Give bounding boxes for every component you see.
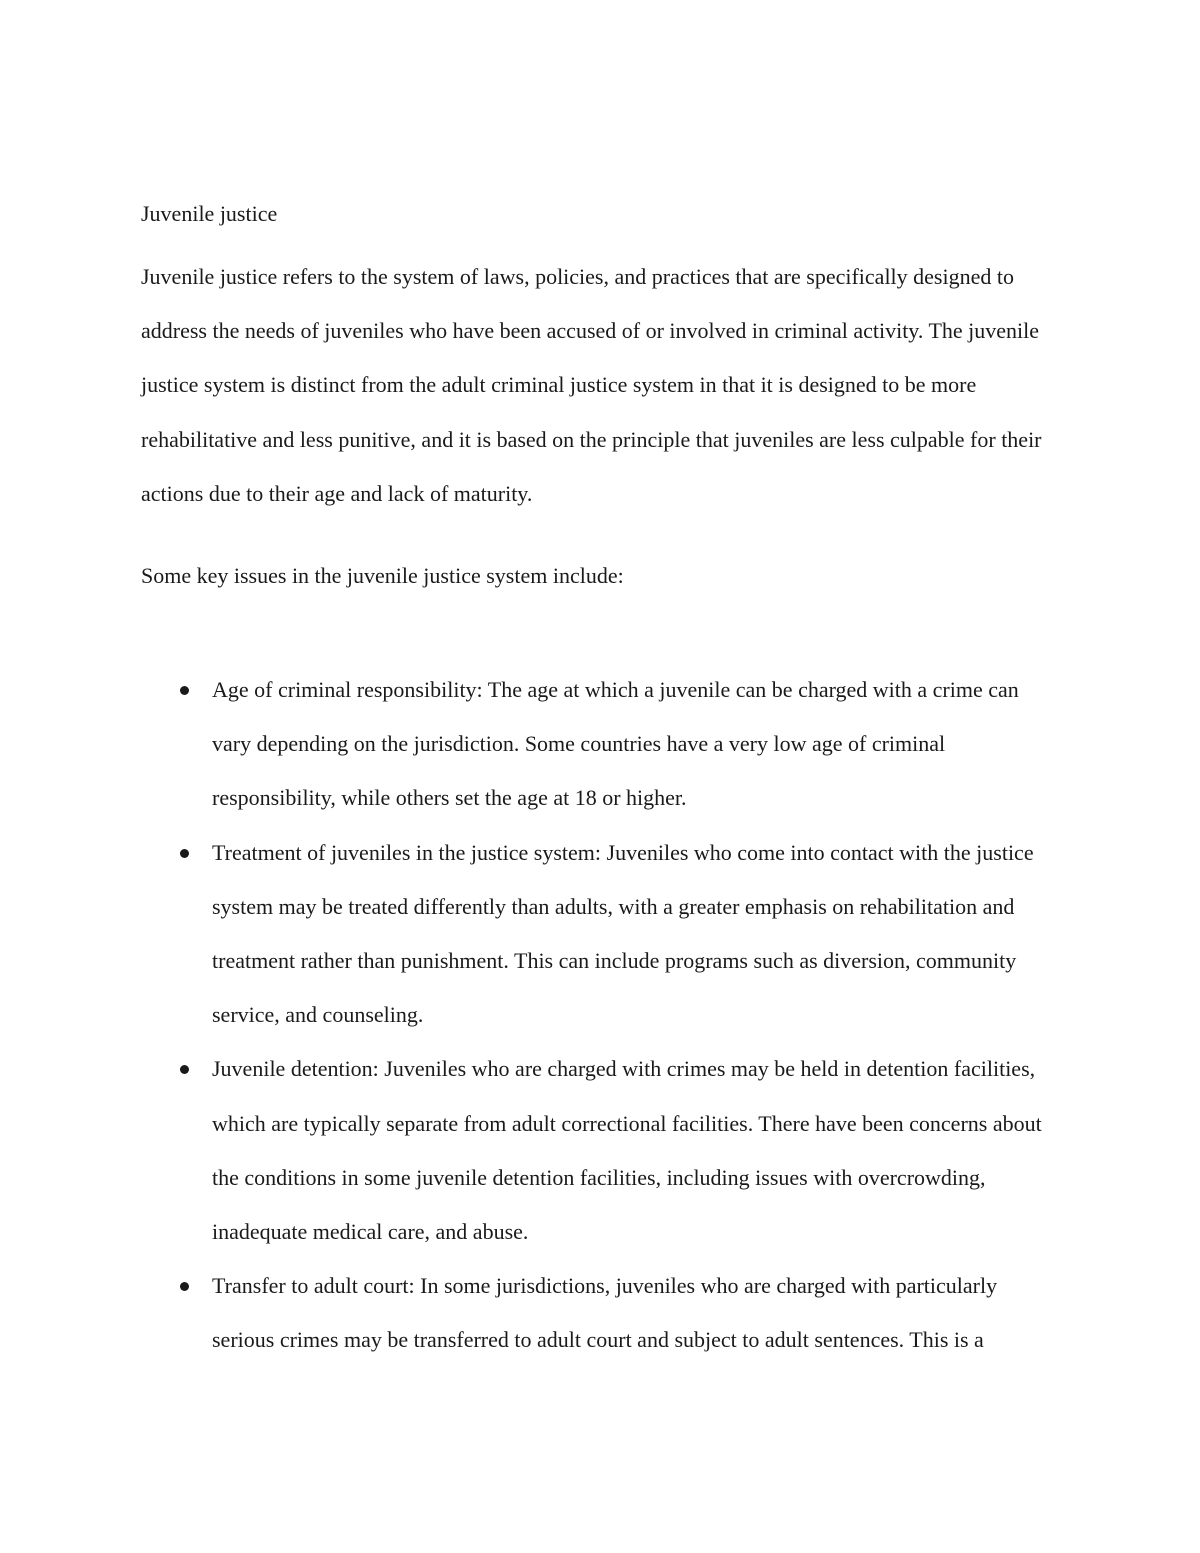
- list-item: [141, 1042, 1061, 1259]
- list-item: [141, 826, 1061, 1043]
- list-item-text: Juvenile detention: Juveniles who are charged with crimes may be held in detention facilities, which are typically separate from adult correctional facilities. There have been concerns about the conditions in some juvenile detention facilities, including issues with overcrowding, inadequate medical care, and abuse.: [212, 1056, 1042, 1245]
- list-item: [141, 1259, 1061, 1367]
- bullet-icon: [180, 1065, 189, 1074]
- key-issues-list: [141, 663, 1061, 1368]
- list-item-text: Age of criminal responsibility: The age at which a juvenile can be charged with a crime can vary depending on the jurisdiction. Some countries have a very low age of criminal responsibility, while others set the age at 18 or higher.: [212, 677, 1019, 811]
- list-item-text: Transfer to adult court: In some jurisdictions, juveniles who are charged with particularly serious crimes may be transferred to adult court and subject to adult sentences. This is a: [212, 1273, 998, 1353]
- list-lead-paragraph: Some key issues in the juvenile justice system include:: [141, 563, 624, 589]
- document-body: [141, 196, 1061, 1368]
- bullet-icon: [180, 1282, 189, 1291]
- intro-paragraph: Juvenile justice refers to the system of laws, policies, and practices that are specifically designed to address the needs of juveniles who have been accused of or involved in criminal activity. The juvenile justice system is distinct from the adult criminal justice system in that it is designed to be more rehabilitative and less punitive, and it is based on the principle that juveniles are less culpable for their actions due to their age and lack of maturity.: [141, 264, 1042, 506]
- bullet-icon: [180, 686, 189, 695]
- list-item-text: Treatment of juveniles in the justice system: Juveniles who come into contact with the justice system may be treated differently than adults, with a greater emphasis on rehabilitation and treatment rather than punishment. This can include programs such as diversion, community service, and counseling.: [212, 839, 1034, 1028]
- list-item: [141, 663, 1061, 826]
- document-title: Juvenile justice: [141, 201, 278, 226]
- bullet-icon: [180, 849, 189, 858]
